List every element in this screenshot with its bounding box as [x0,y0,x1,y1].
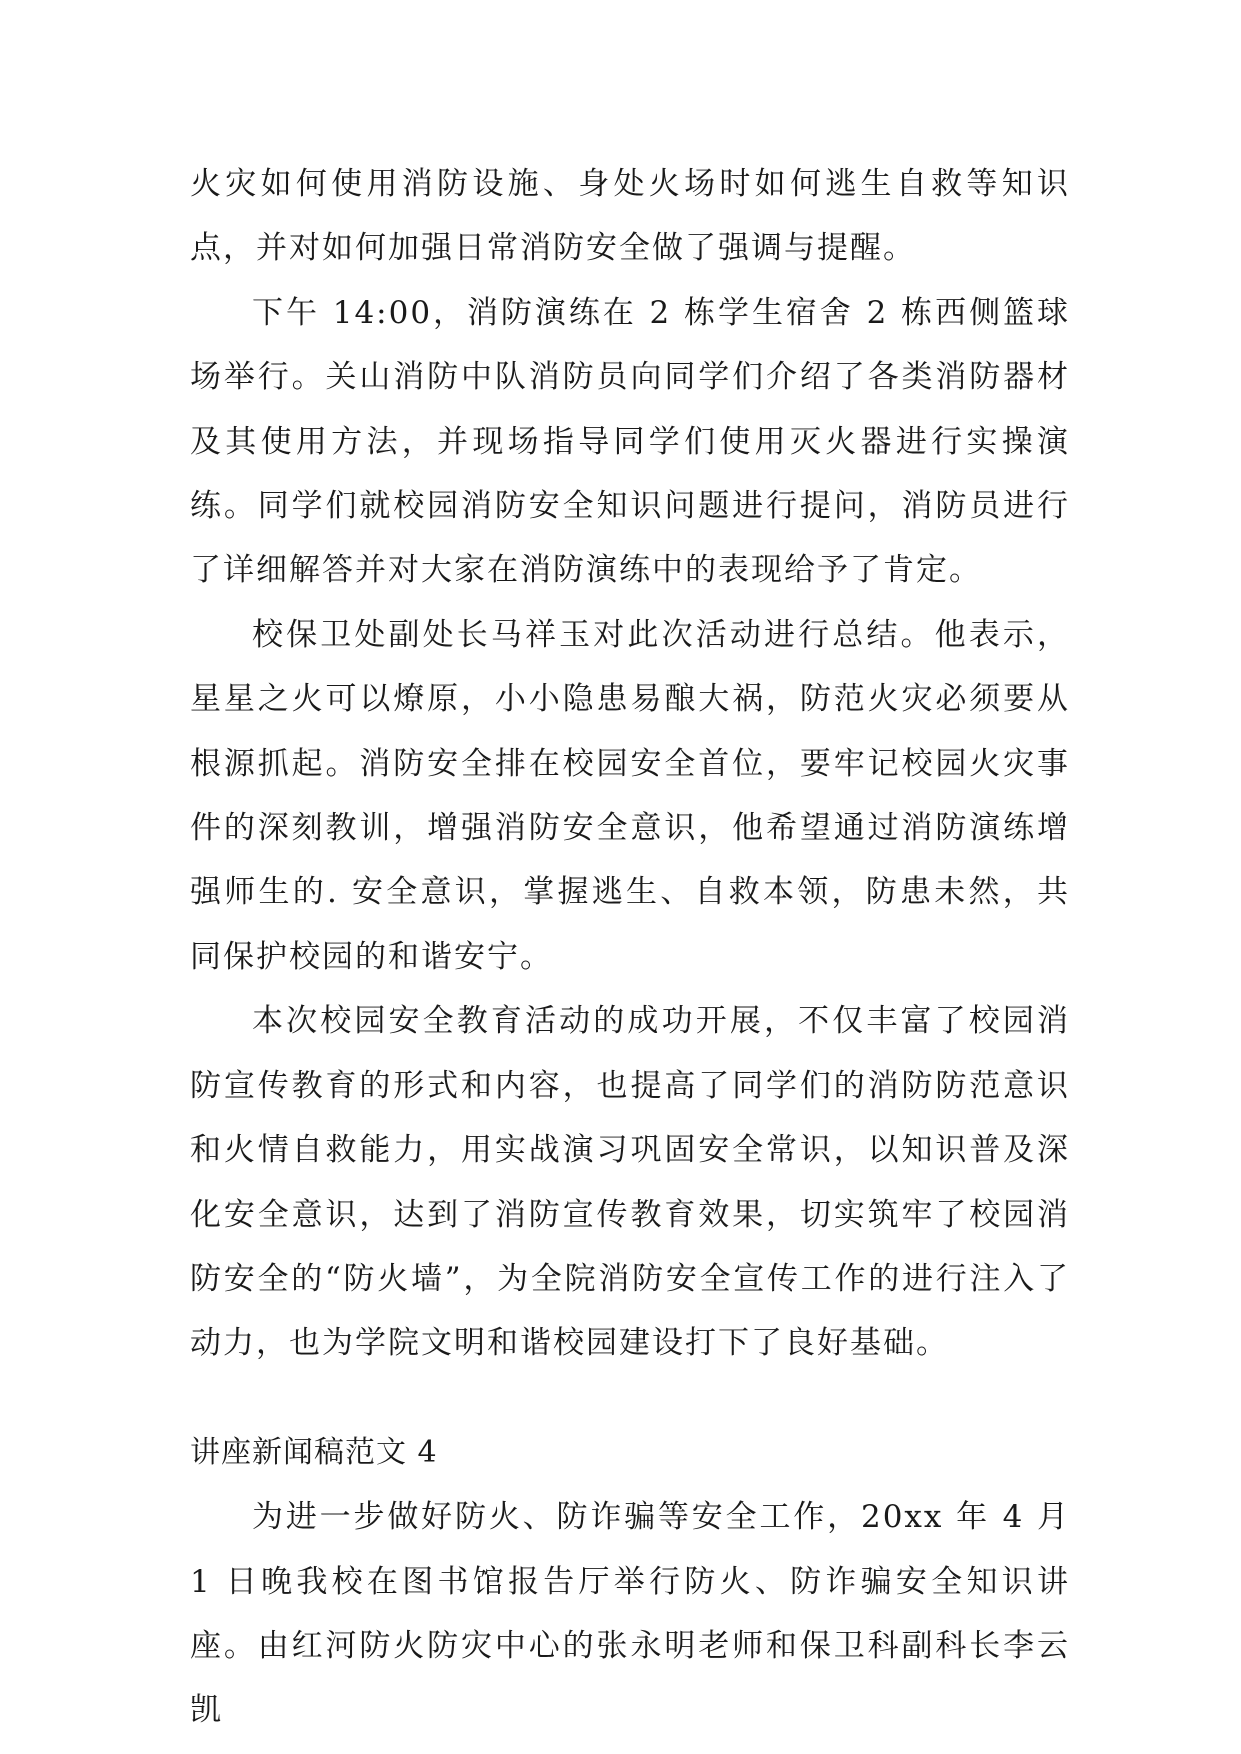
paragraph-conclusion: 本次校园安全教育活动的成功开展，不仅丰富了校园消防宣传教育的形式和内容，也提高了同学们的消防防范意识和火情自救能力，用实战演习巩固安全常识，以知识普及深化安全意识，达到了消防宣传教育效果，切实筑牢了校园消防安全的“防火墙”，为全院消防安全宣传工作的进行注入了动力，也为学院文明和谐校园建设打下了良好基础。 [190,1003,1070,1362]
section-heading: 讲座新闻稿范文 4 [190,1434,438,1470]
paragraph-continuation: 火灾如何使用消防设施、身处火场时如何逃生自救等知识点，并对如何加强日常消防安全做了强调与提醒。 [190,166,1070,267]
document-body [190,152,1070,1743]
paragraph-lecture-intro: 为进一步做好防火、防诈骗等安全工作，20xx 年 4 月 1 日晚我校在图书馆报告厅举行防火、防诈骗安全知识讲座。由红河防火防灾中心的张永明老师和保卫科副科长李云凯 [190,1499,1070,1729]
paragraph-summary: 校保卫处副处长马祥玉对此次活动进行总结。他表示，星星之火可以燎原，小小隐患易酿大祸，防范火灾必须要从根源抓起。消防安全排在校园安全首位，要牢记校园火灾事件的深刻教训，增强消防安全意识，他希望通过消防演练增强师生的. 安全意识，掌握逃生、自救本领，防患未然，共同保护校园的和谐安宁。 [190,616,1070,975]
paragraph-drill: 下午 14:00，消防演练在 2 栋学生宿舍 2 栋西侧篮球场举行。关山消防中队消防员向同学们介绍了各类消防器材及其使用方法，并现场指导同学们使用灭火器进行实操演练。同学们就校园消防安全知识问题进行提问，消防员进行了详细解答并对大家在消防演练中的表现给予了肯定。 [190,294,1070,589]
